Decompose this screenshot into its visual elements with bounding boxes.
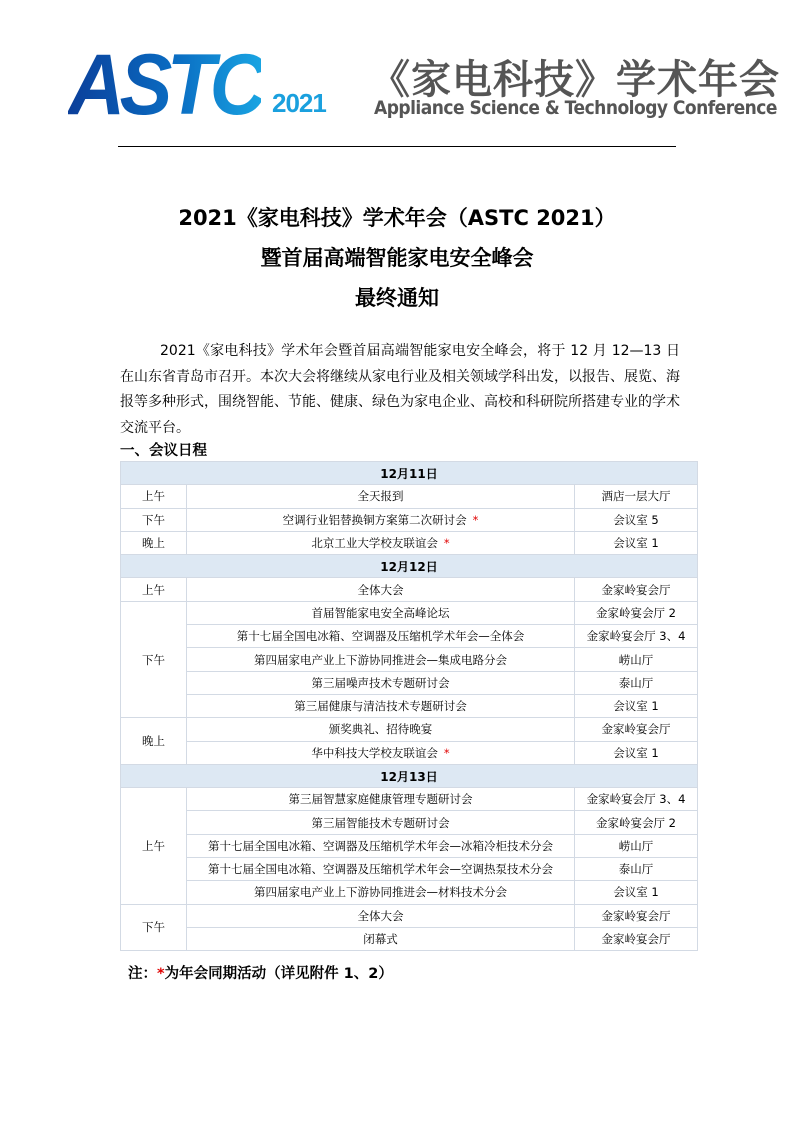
event-name: 空调行业铝替换铜方案第二次研讨会 [282,512,467,527]
table-row [121,741,698,764]
table-row [121,904,698,927]
date-header-row [121,555,698,578]
table-row [121,648,698,671]
event-cell [187,694,575,717]
event-cell [187,718,575,741]
table-row [121,858,698,881]
table-row [121,578,698,601]
date-header: 12月13日 [121,764,698,787]
event-name: 第三届智慧家庭健康管理专题研讨会 [288,792,473,807]
section-heading-schedule: 一、会议日程 [120,443,207,459]
venue-cell: 会议室 5 [575,508,698,531]
venue-cell: 金家岭宴会厅 3、4 [575,788,698,811]
date-header: 12月11日 [121,462,698,485]
page-header [0,0,794,150]
table-row [121,485,698,508]
table-row [121,601,698,624]
event-cell [187,508,575,531]
event-name: 第三届噪声技术专题研讨会 [311,675,450,690]
event-cell [187,625,575,648]
period-cell: 上午 [121,578,187,601]
event-name: 全体大会 [357,908,404,923]
venue-cell: 金家岭宴会厅 [575,927,698,950]
venue-cell: 金家岭宴会厅 2 [575,601,698,624]
event-cell [187,904,575,927]
event-cell [187,858,575,881]
table-row [121,718,698,741]
venue-cell: 泰山厅 [575,671,698,694]
date-header-row [121,462,698,485]
venue-cell: 会议室 1 [575,694,698,717]
venue-cell: 会议室 1 [575,531,698,554]
star-marker: * [443,745,450,760]
footnote-text: 为年会同期活动（详见附件 1、2） [164,966,393,982]
event-name: 第三届健康与清洁技术专题研讨会 [294,699,467,714]
event-name: 第十七届全国电冰箱、空调器及压缩机学术年会—冰箱冷柜技术分会 [208,838,553,853]
table-row [121,508,698,531]
venue-cell: 会议室 1 [575,881,698,904]
event-cell [187,834,575,857]
schedule-table [120,461,698,951]
period-cell: 晚上 [121,718,187,765]
event-name: 第四届家电产业上下游协同推进会—材料技术分会 [254,885,507,900]
header-divider [118,146,676,147]
event-name: 全体大会 [357,582,404,597]
period-cell: 下午 [121,904,187,951]
brand-title-cn: 《家电科技》学术年会 [370,57,780,103]
venue-cell: 金家岭宴会厅 [575,904,698,927]
footnote [128,962,393,983]
astc-logo: ASTC [68,37,262,133]
event-cell [187,741,575,764]
star-marker: * [443,536,450,551]
venue-cell: 泰山厅 [575,858,698,881]
date-header-row [121,764,698,787]
table-row [121,811,698,834]
document-title-line3: 最终通知 [355,286,439,310]
event-name: 闭幕式 [363,932,398,947]
table-row [121,694,698,717]
table-row [121,881,698,904]
event-cell [187,485,575,508]
venue-cell: 酒店一层大厅 [575,485,698,508]
event-cell [187,788,575,811]
period-cell: 下午 [121,508,187,531]
event-cell [187,811,575,834]
document-title-line1: 2021《家电科技》学术年会（ASTC 2021） [178,206,616,230]
table-row [121,927,698,950]
event-cell [187,578,575,601]
period-cell: 上午 [121,788,187,904]
footnote-prefix: 注： [128,966,157,982]
table-row [121,671,698,694]
event-name: 华中科技大学校友联谊会 [311,745,438,760]
table-row [121,531,698,554]
venue-cell: 金家岭宴会厅 2 [575,811,698,834]
logo-year: 2021 [272,88,326,118]
event-cell [187,927,575,950]
event-name: 北京工业大学校友联谊会 [311,536,438,551]
event-cell [187,881,575,904]
table-row [121,788,698,811]
star-marker: * [472,512,479,527]
star-marker: * [157,966,165,982]
venue-cell: 会议室 1 [575,741,698,764]
event-name: 第三届智能技术专题研讨会 [311,815,450,830]
event-name: 全天报到 [357,489,404,504]
event-name: 首届智能家电安全高峰论坛 [311,605,450,620]
venue-cell: 金家岭宴会厅 [575,578,698,601]
event-cell [187,648,575,671]
event-name: 第四届家电产业上下游协同推进会—集成电路分会 [254,652,507,667]
venue-cell: 金家岭宴会厅 3、4 [575,625,698,648]
event-cell [187,671,575,694]
event-name: 第十七届全国电冰箱、空调器及压缩机学术年会—空调热泵技术分会 [208,862,553,877]
period-cell: 下午 [121,601,187,717]
venue-cell: 崂山厅 [575,834,698,857]
venue-cell: 崂山厅 [575,648,698,671]
event-cell [187,531,575,554]
period-cell: 上午 [121,485,187,508]
document-title-line2: 暨首届高端智能家电安全峰会 [260,246,534,270]
period-cell: 晚上 [121,531,187,554]
event-cell [187,601,575,624]
table-row [121,834,698,857]
event-name: 颁奖典礼、招待晚宴 [328,722,433,737]
venue-cell: 金家岭宴会厅 [575,718,698,741]
intro-paragraph: 2021《家电科技》学术年会暨首届高端智能家电安全峰会，将于 12 月 12—13 日在山东省青岛市召开。本次大会将继续从家电行业及相关领域学科出发，以报告、展览、海报等多种形式，围绕智能、节能、健康、绿色为家电企业、高校和科研院所搭建专业的学术交流平台。 [120,343,680,436]
brand-title-en: Appliance Science & Technology Conference [374,97,777,119]
date-header: 12月12日 [121,555,698,578]
table-row [121,625,698,648]
event-name: 第十七届全国电冰箱、空调器及压缩机学术年会—全体会 [236,629,525,644]
